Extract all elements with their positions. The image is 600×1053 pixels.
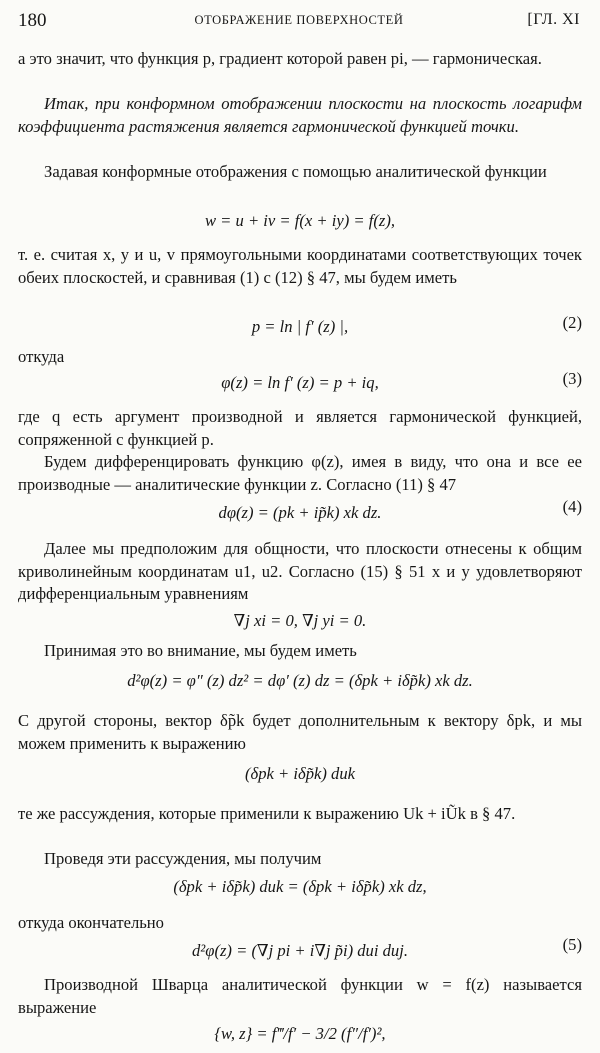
paragraph: Проведя эти рассуждения, мы получим — [44, 849, 322, 868]
equation: ∇j xi = 0, ∇j yi = 0. — [233, 611, 367, 630]
equation-body: φ(z) = ln f′ (z) = p + iq, — [221, 373, 379, 392]
paragraph: где q есть аргумент производной и является гармонической функцией, сопряженной с функцией p. — [18, 407, 582, 449]
equation-number: (5) — [562, 935, 582, 954]
paragraph: Производной Шварца аналитической функции w = f(z) называется выражение — [18, 975, 582, 1017]
equation-body: d²φ(z) = (∇j pi + i∇j p̃i) dui duj. — [192, 941, 408, 960]
equation-body: dφ(z) = (pk + ip̃k) xk dz. — [218, 503, 382, 522]
page-number: 180 — [18, 10, 47, 31]
equation: d²φ(z) = φ″ (z) dz² = dφ′ (z) dz = (δpk + iδp̃k) xk dz. — [127, 671, 473, 690]
equation-number: (2) — [562, 313, 582, 332]
page-header — [18, 10, 580, 34]
equation-number: (4) — [562, 497, 582, 516]
paragraph: откуда окончательно — [18, 913, 164, 932]
equation-number: (3) — [562, 369, 582, 388]
paragraph: т. е. считая x, y и u, v прямоугольными координатами соответствующих точек обеих плоскостей, и сравнивая (1) с (12) § 47, мы будем иметь — [18, 245, 582, 287]
paragraph: Далее мы предположим для общности, что плоскости отнесены к общим криволинейным координатам u1, u2. Согласно (15) § 51 x и y удовлетворяют дифференциальным уравнениям — [18, 539, 582, 604]
paragraph: откуда — [18, 347, 65, 366]
paragraph: Принимая это во внимание, мы будем иметь — [44, 641, 357, 660]
page-body — [18, 48, 582, 1053]
equation: {w, z} = f‴/f′ − 3/2 (f″/f′)², — [214, 1024, 386, 1043]
equation-4 — [18, 496, 582, 538]
paragraph: а это значит, что функция p, градиент которой равен pi, — гармоническая. — [18, 49, 542, 68]
equation-body: p = ln | f′ (z) |, — [251, 317, 349, 336]
equation-3 — [18, 368, 582, 406]
running-title: ОТОБРАЖЕНИЕ ПОВЕРХНОСТЕЙ — [194, 13, 404, 27]
equation: w = u + iv = f(x + iy) = f(z), — [204, 211, 396, 230]
equation: (δpk + iδp̃k) duk = (δpk + iδp̃k) xk dz, — [173, 877, 427, 896]
equation-2 — [18, 312, 582, 346]
paragraph: Будем дифференцировать функцию φ(z), имея в виду, что она и все ее производные — аналитические функции z. Согласно (11) § 47 — [18, 452, 582, 494]
paragraph: те же рассуждения, которые применили к выражению Uk + iŨk в § 47. — [18, 804, 516, 823]
theorem-paragraph: Итак, при конформном отображении плоскости на плоскость логарифм коэффициента растяжения является гармонической функцией точки. — [18, 94, 582, 136]
chapter-marker: [ГЛ. XI — [527, 11, 580, 28]
paragraph: С другой стороны, вектор δp̃k будет дополнительным к вектору δpk, и мы можем применить к выражению — [18, 711, 582, 753]
paragraph: Задавая конформные отображения с помощью аналитической функции — [44, 162, 547, 181]
equation: (δpk + iδp̃k) duk — [244, 764, 355, 783]
equation-5 — [18, 934, 582, 974]
